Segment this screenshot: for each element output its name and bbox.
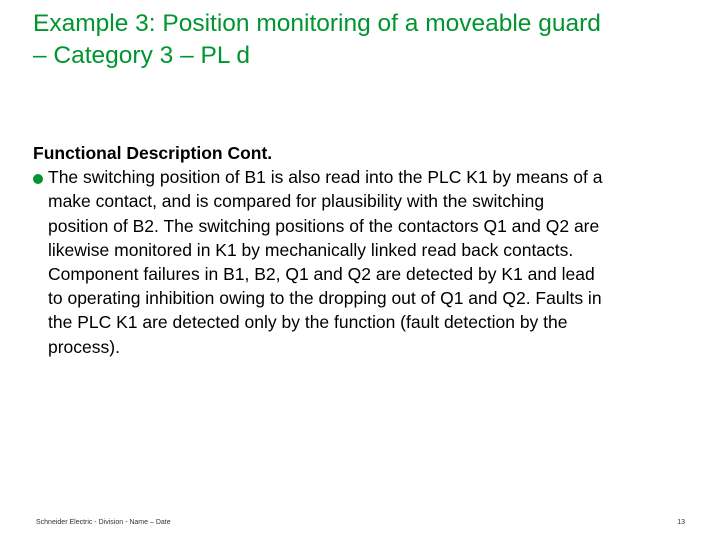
slide-title-line-2: – Category 3 – PL d xyxy=(33,42,251,69)
bullet-item xyxy=(33,165,698,359)
slide-title-line-1: Example 3: Position monitoring of a moveable guard xyxy=(33,10,601,37)
bullet-text-line-6: to operating inhibition owing to the dropping out of Q1 and Q2. Faults in xyxy=(48,288,602,309)
bullet-text-line-8: process). xyxy=(48,336,120,357)
section-heading: Functional Description Cont. xyxy=(33,143,273,163)
slide-title xyxy=(33,8,703,72)
bullet-text-line-1: The switching position of B1 is also read into the PLC K1 by means of a xyxy=(48,167,603,188)
slide-body xyxy=(33,141,698,359)
page-number: 13 xyxy=(677,519,685,526)
bullet-text-line-7: the PLC K1 are detected only by the function (fault detection by the xyxy=(48,312,568,333)
bullet-text-line-3: position of B2. The switching positions of the contactors Q1 and Q2 are xyxy=(48,215,600,236)
bullet-dot-icon xyxy=(33,174,43,184)
bullet-text-line-4: likewise monitored in K1 by mechanically linked read back contacts. xyxy=(48,239,574,260)
bullet-text-line-5: Component failures in B1, B2, Q1 and Q2 are detected by K1 and lead xyxy=(48,264,595,285)
bullet-text-line-2: make contact, and is compared for plausibility with the switching xyxy=(48,191,545,212)
footer-text: Schneider Electric - Division - Name – Date xyxy=(36,519,171,526)
